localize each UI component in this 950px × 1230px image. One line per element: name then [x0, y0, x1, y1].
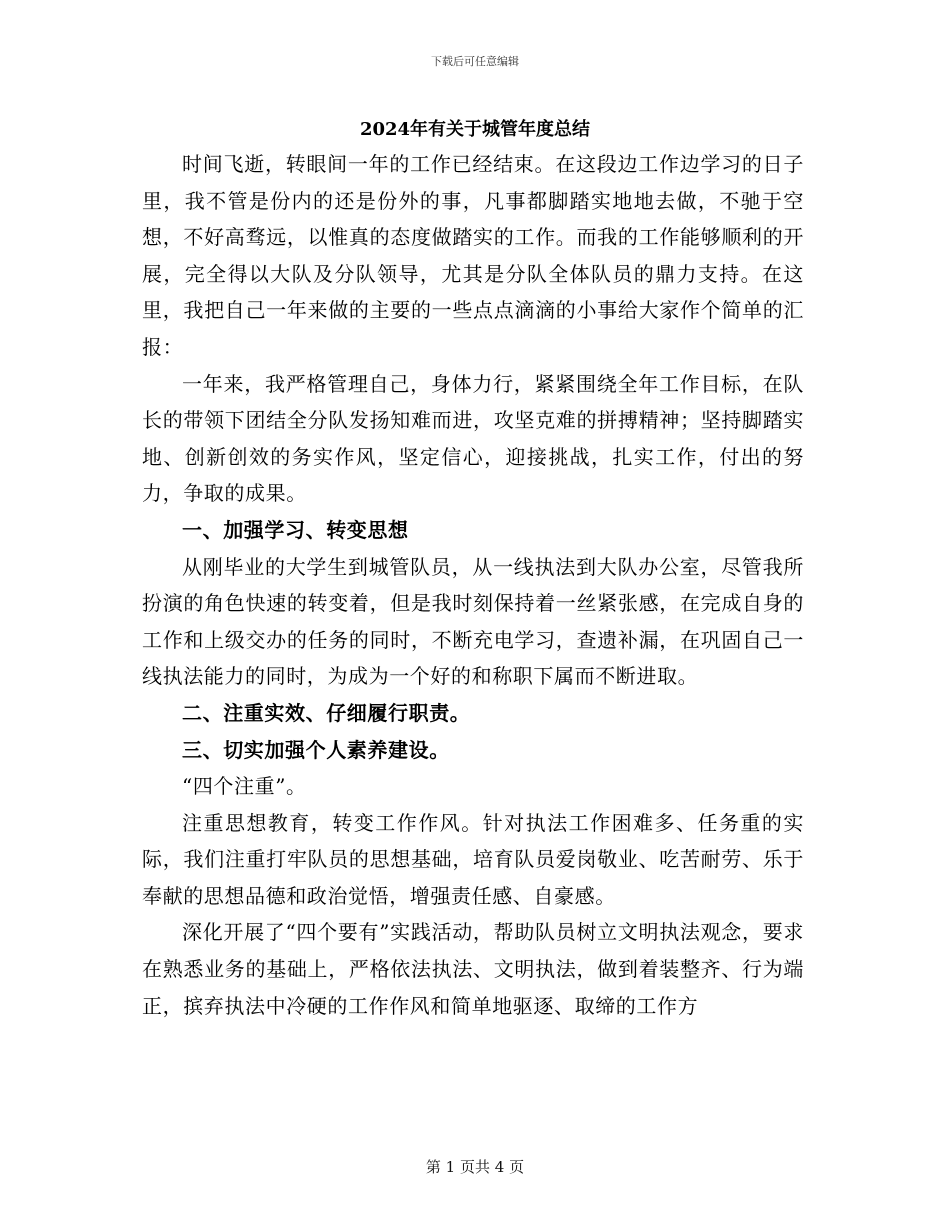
download-editable-note: 下载后可任意编辑: [431, 55, 519, 68]
section-heading-2: 二、注重实效、仔细履行职责。: [182, 700, 471, 725]
paragraph-year-overview: 一年来，我严格管理自己，身体力行，紧紧围绕全年工作目标，在队长的带领下团结全分队发扬知难而进，攻坚克难的拼搏精神；坚持脚踏实地、创新创效的务实作风，坚定信心，迎接挑战，扎实工作，付出的努力，争取的成果。: [142, 371, 804, 506]
section-heading-1: 一、加强学习、转变思想: [182, 517, 409, 542]
paragraph-ideological-education: 注重思想教育，转变工作作风。针对执法工作困难多、任务重的实际，我们注重打牢队员的思想基础，培育队员爱岗敬业、吃苦耐劳、乐于奉献的思想品德和政治觉悟，增强责任感、自豪感。: [142, 810, 804, 908]
document-title: 2024年有关于城管年度总结: [359, 119, 591, 140]
paragraph-four-focuses: “四个注重”。: [182, 774, 307, 799]
paragraph-learning: 从刚毕业的大学生到城管队员，从一线执法到大队办公室，尽管我所扮演的角色快速的转变着，但是我时刻保持着一丝紧张感，在完成自身的工作和上级交办的任务的同时，不断充电学习，查遗补漏，在巩固自己一线执法能力的同时，为成为一个好的和称职下属而不断进取。: [142, 554, 804, 689]
document-body: [142, 146, 804, 1024]
page-number: 第 1 页共 4 页: [425, 1158, 525, 1176]
paragraph-intro: 时间飞逝，转眼间一年的工作已经结束。在这段边工作边学习的日子里，我不管是份内的还是份外的事，凡事都脚踏实地地去做，不驰于空想，不好高骛远，以惟真的态度做踏实的工作。而我的工作能够顺利的开展，完全得以大队及分队领导，尤其是分队全体队员的鼎力支持。在这里，我把自己一年来做的主要的一些点点滴滴的小事给大家作个简单的汇报：: [142, 152, 804, 359]
paragraph-practice-activity: 深化开展了“四个要有”实践活动，帮助队员树立文明执法观念，要求在熟悉业务的基础上，严格依法执法、文明执法，做到着装整齐、行为端正，摈弃执法中冷硬的工作作风和简单地驱逐、取缔的工作方: [142, 920, 804, 1018]
section-heading-3: 三、切实加强个人素养建设。: [182, 737, 450, 762]
